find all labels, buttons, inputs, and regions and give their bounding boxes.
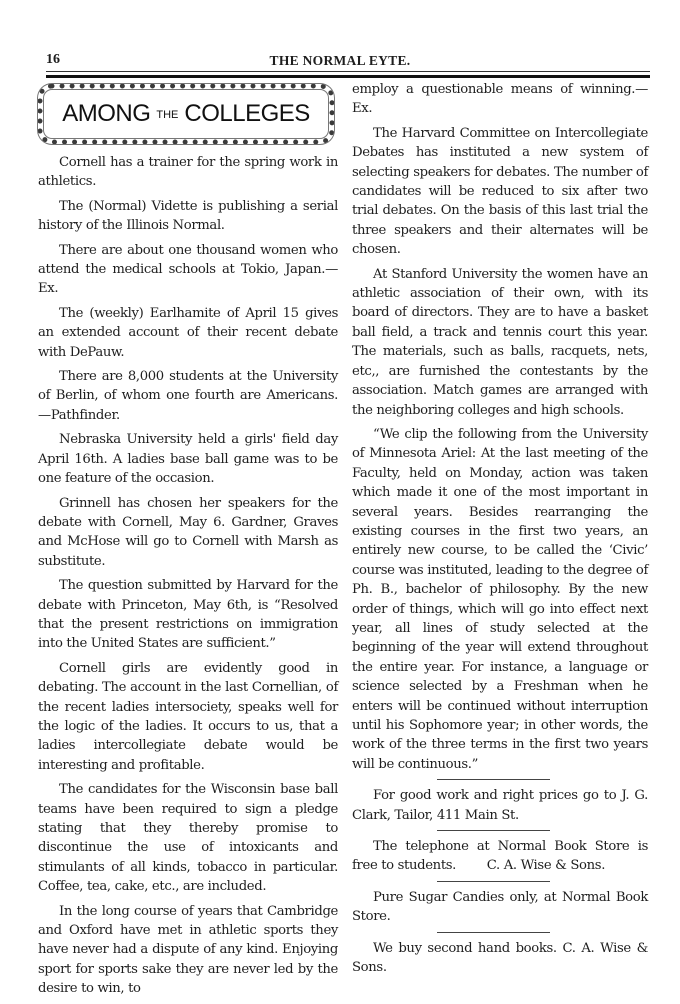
separator-rule: [437, 932, 550, 933]
news-item: “We clip the following from the University of Minnesota Ariel: At the last meeting of the Faculty, held on Monday, action was taken which made it one of the most important in several years. Besides rearranging the existing courses in the first two years, an entirely new course, to be called the ‘Civic’ course was instituted, leading to the degree of Ph. B., bachelor of philosophy. By the new order of things, which will go into effect next year, all lines of study selected at the beginning of the year will extend throughout the entire year. For instance, a language or science selected by a Freshman when he enters will be continued without interruption until his Sophomore year; in other words, the work of the three terms in the first two years will be continuous.”: [352, 426, 648, 772]
masthead-ornamental-frame: [38, 84, 334, 144]
news-item: In the long course of years that Cambridge and Oxford have met in athletic sports they have never had a dispute of any kind. Enjoying sport for sports sake they are never led by the desire to win, to: [38, 903, 338, 997]
header-rule-thick: [46, 75, 650, 78]
separator-rule: [437, 881, 550, 882]
masthead-word-among: AMONG: [62, 100, 151, 127]
advertisement: For good work and right prices go to J. G. Clark, Tailor, 411 Main St.: [352, 788, 648, 823]
news-item: Cornell girls are evidently good in debating. The account in the last Cornellian, of the recent ladies intersociety, speaks well for the logic of the ladies. It occurs to us, that a ladies intercollegiate debate would be interesting and profitable.: [38, 660, 338, 773]
news-item: There are 8,000 students at the University of Berlin, of whom one fourth are Americans.—Pathfinder.: [38, 369, 338, 423]
separator-rule: [437, 830, 550, 831]
news-item: The (weekly) Earlhamite of April 15 gives an extended account of their recent debate with DePauw.: [38, 305, 338, 360]
advertisement: The telephone at Normal Book Store is free to students. C. A. Wise & Sons.: [352, 839, 652, 874]
news-item: At Stanford University the women have an athletic association of their own, with its board of directors. They are to have a basket ball field, a track and tennis court this year. The materials, such as balls, racquets, nets, etc,, are furnished the contestants by the association. Match games are arranged with the neighboring colleges and high schools.: [352, 266, 648, 418]
news-item: Grinnell has chosen her speakers for the debate with Cornell, May 6. Gardner, Graves and McHose will go to Cornell with Marsh as substitute.: [38, 495, 338, 569]
news-item: There are about one thousand women who attend the medical schools at Tokio, Japan.—Ex.: [38, 242, 338, 297]
left-column: [38, 80, 338, 1004]
masthead-word-the: THE: [156, 109, 179, 121]
page-number: 16: [46, 52, 60, 67]
running-title: THE NORMAL EYTE.: [269, 53, 411, 68]
news-item-continuation: employ a questionable means of winning.—Ex.: [352, 82, 648, 117]
news-item: Nebraska University held a girls' field day April 16th. A ladies base ball game was to be one feature of the occasion.: [38, 432, 338, 487]
news-item: The question submitted by Harvard for the debate with Princeton, May 6th, is “Resolved that the present restrictions on immigration into the United States are sufficient.”: [38, 578, 338, 652]
news-item: The candidates for the Wisconsin base ball teams have been required to sign a pledge stating that they thereby promise to discontinue the use of intoxicants and stimulants of all kinds, tobacco in particular. Coffee, tea, cake, etc., are included.: [38, 782, 338, 895]
advertisement: Pure Sugar Candies only, at Normal Book Store.: [352, 889, 648, 925]
news-item: Cornell has a trainer for the spring work in athletics.: [38, 155, 338, 190]
news-item: The (Normal) Vidette is publishing a serial history of the Illinois Normal.: [38, 198, 338, 234]
separator-rule: [437, 779, 550, 780]
header-rule-thin: [46, 71, 650, 72]
masthead-title: [62, 100, 310, 128]
news-item: The Harvard Committee on Intercollegiate Debates has instituted a new system of selecting speakers for debates. The number of candidates will be reduced to six after two trial debates. On the basis of this last trial the three speakers and their alternates will be chosen.: [352, 125, 648, 258]
right-column: [352, 80, 652, 982]
masthead-word-colleges: COLLEGES: [184, 100, 310, 127]
advertisement: We buy second hand books. C. A. Wise & Sons.: [352, 940, 648, 976]
